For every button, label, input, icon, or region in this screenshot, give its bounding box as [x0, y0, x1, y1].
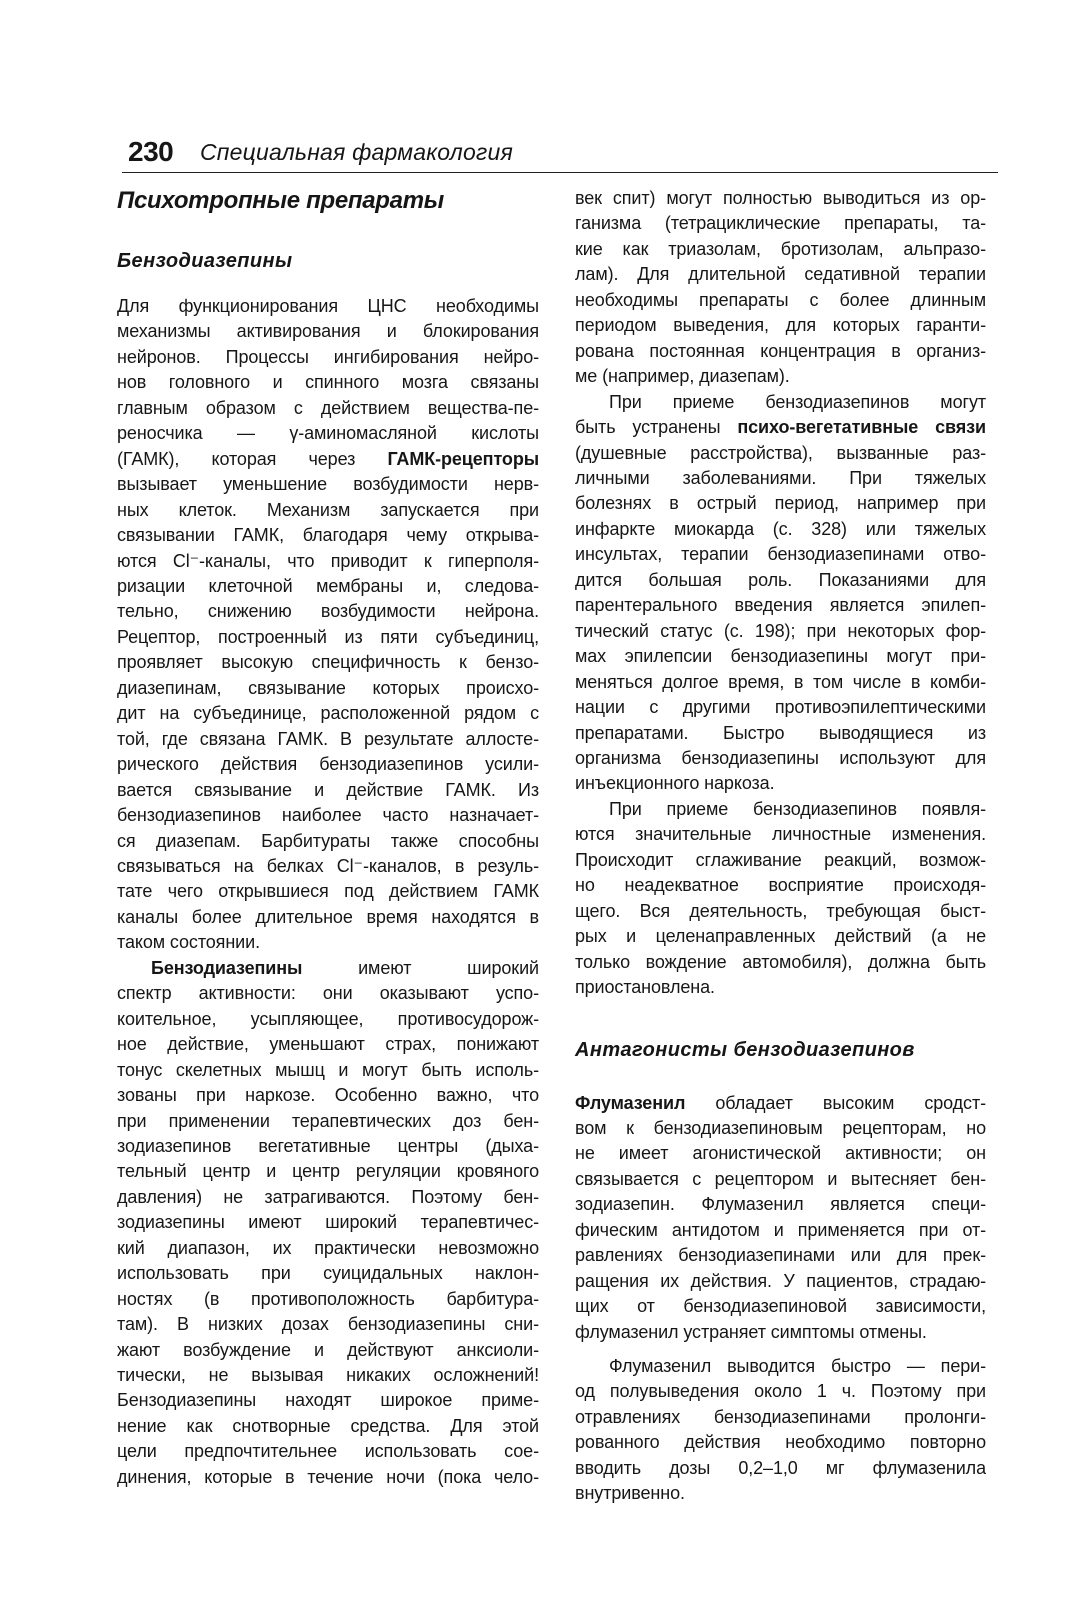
text-line [575, 950, 986, 975]
text-run: обладает высоким сродст- [685, 1092, 986, 1113]
text-line [117, 396, 539, 421]
paragraph [575, 1091, 986, 1346]
text-run: приостановлена. [575, 977, 715, 998]
text-run: Бензодиазепины находят широкое приме- [117, 1390, 539, 1411]
text-line [117, 1134, 539, 1159]
text-line [117, 472, 539, 497]
text-line [575, 186, 986, 211]
text-run: инсультах, терапии бензодиазепинами отво- [575, 544, 986, 565]
text-line [575, 542, 986, 567]
text-run: тельно, снижению возбудимости нейрона. [117, 601, 539, 622]
running-header [122, 136, 998, 173]
text-line [575, 771, 986, 796]
subsection-title-benzodiazepines: Бензодиазепины [117, 250, 293, 272]
text-run: ся диазепам. Барбитураты также способны [117, 830, 539, 851]
text-run: од полувыведения около 1 ч. Поэтому при [575, 1381, 986, 1402]
text-line [575, 721, 986, 746]
text-line [117, 905, 539, 930]
text-run: зодиазепин. Флумазенил является специ- [575, 1194, 986, 1215]
text-run: только вождение автомобиля), должна быть [575, 951, 986, 972]
text-run: той, где связана ГАМК. В результате аллосте- [117, 728, 539, 749]
text-line [575, 797, 986, 822]
text-line [575, 1269, 986, 1294]
text-line [575, 1379, 986, 1404]
text-run: рых и целенаправленных действий (а не [575, 926, 986, 947]
text-line [117, 803, 539, 828]
text-run: ются значительные личностные изменения. [575, 824, 986, 845]
right-body-top [575, 186, 986, 1001]
text-line [117, 1414, 539, 1439]
text-run: ме (например, диазепам). [575, 366, 790, 387]
bold-term: Бензодиазепины [151, 957, 303, 978]
text-run: тате чего открывшиеся под действием ГАМК [117, 881, 539, 902]
text-run: необходимы препараты с более длинным [575, 289, 986, 310]
text-line [117, 701, 539, 726]
text-run: препаратами. Быстро выводящиеся из [575, 722, 986, 743]
text-run: нение как снотворные средства. Для этой [117, 1415, 539, 1436]
text-run: механизмы активирования и блокирования [117, 321, 539, 342]
text-line [117, 1210, 539, 1235]
text-run: меняться долгое время, в том числе в комби- [575, 671, 986, 692]
text-run: главным образом с действием вещества-пе- [117, 397, 539, 418]
text-run: ностях (в противоположность барбитура- [117, 1288, 539, 1309]
text-line [575, 1141, 986, 1166]
text-line [117, 1465, 539, 1490]
text-line [575, 1294, 986, 1319]
text-line [575, 491, 986, 516]
text-run: периодом выведения, для которых гаранти- [575, 315, 986, 336]
text-run: нации с другими противоэпилептическими [575, 697, 986, 718]
text-run: цели предпочтительнее использовать сое- [117, 1441, 539, 1462]
text-line [575, 364, 986, 389]
text-line [117, 1338, 539, 1363]
text-run: имеют широкий [302, 957, 539, 978]
text-line [117, 1236, 539, 1261]
text-line [575, 313, 986, 338]
text-line [117, 549, 539, 574]
text-run: внутривенно. [575, 1483, 685, 1504]
text-line [575, 670, 986, 695]
text-line [117, 1287, 539, 1312]
right-body-bottom [575, 1091, 986, 1507]
text-run: нейронов. Процессы ингибирования нейро- [117, 346, 539, 367]
paragraph [575, 797, 986, 1001]
text-run: равлениях бензодиазепинами или для прек- [575, 1245, 986, 1266]
text-line [117, 1159, 539, 1184]
text-run: зодиазепинов вегетативные центры (дыха- [117, 1135, 539, 1156]
text-line [117, 676, 539, 701]
text-run: вводить дозы 0,2–1,0 мг флумазенила [575, 1457, 986, 1478]
text-line [575, 339, 986, 364]
text-line [575, 1456, 986, 1481]
text-run: (ГАМК), которая через [117, 448, 388, 469]
left-body [117, 294, 539, 1490]
text-run: рована постоянная концентрация в организ- [575, 340, 986, 361]
text-line [575, 924, 986, 949]
text-run: ращения их действия. У пациентов, страдаю- [575, 1270, 986, 1291]
text-run: парентерального введения является эпилеп- [575, 595, 986, 616]
text-run: болезнях в острый период, например при [575, 493, 986, 514]
left-column [117, 186, 539, 1490]
text-run: ются Cl⁻-каналы, что приводит к гиперполя- [117, 550, 539, 571]
text-line [575, 822, 986, 847]
text-line [575, 568, 986, 593]
text-line [117, 294, 539, 319]
text-line [117, 1007, 539, 1032]
text-line [575, 1116, 986, 1141]
text-run: бензодиазепинов наиболее часто назначает- [117, 805, 539, 826]
text-line [575, 441, 986, 466]
text-run: реносчика — γ-аминомасляной кислоты [117, 423, 539, 444]
text-run: быть устранены [575, 417, 738, 438]
text-line [117, 778, 539, 803]
text-run: фическим антидотом и применяется при от- [575, 1219, 986, 1240]
text-run: ганизма (тетрациклические препараты, та- [575, 213, 986, 234]
text-line [575, 1430, 986, 1455]
text-run: Происходит сглаживание реакций, возмож- [575, 849, 986, 870]
text-run: при применении терапевтических доз бен- [117, 1110, 539, 1131]
text-run: дится большая роль. Показаниями для [575, 569, 986, 590]
text-line [117, 879, 539, 904]
text-run: тельный центр и центр регуляции кровяного [117, 1161, 539, 1182]
text-run: век спит) могут полностью выводиться из ор- [575, 188, 986, 208]
text-line [117, 829, 539, 854]
text-run: нов головного и спинного мозга связаны [117, 372, 539, 393]
text-line [117, 345, 539, 370]
text-line [575, 211, 986, 236]
text-line [575, 517, 986, 542]
text-line [117, 498, 539, 523]
text-line [117, 1058, 539, 1083]
text-run: ризации клеточной мембраны и, следова- [117, 575, 539, 596]
text-line [575, 288, 986, 313]
text-run: использовать при суицидальных наклон- [117, 1263, 539, 1284]
text-line [575, 1167, 986, 1192]
text-run: диазепинам, связывание которых происхо- [117, 677, 539, 698]
right-column [575, 186, 986, 1507]
text-line [117, 523, 539, 548]
text-line [575, 1091, 986, 1116]
text-run: личными заболеваниями. При тяжелых [575, 467, 986, 488]
text-run: не имеет агонистической активности; он [575, 1143, 986, 1164]
text-run: лам). Для длительной седативной терапии [575, 264, 986, 285]
text-line [575, 1218, 986, 1243]
text-run: вом к бензодиазепиновым рецепторам, но [575, 1117, 986, 1138]
text-run: щего. Вся деятельность, требующая быст- [575, 900, 986, 921]
text-run: Флумазенил выводится быстро — пери- [609, 1356, 986, 1377]
paragraph [575, 1354, 986, 1507]
text-line [117, 1032, 539, 1057]
text-line [117, 370, 539, 395]
text-line [117, 1185, 539, 1210]
text-line [117, 727, 539, 752]
text-run: рического действия бензодиазепинов усили- [117, 754, 539, 775]
text-run: кие как триазолам, бротизолам, альпразо- [575, 238, 986, 259]
text-line [575, 1354, 986, 1379]
text-run: давления) не затрагиваются. Поэтому бен- [117, 1186, 539, 1207]
section-title: Психотропные препараты [117, 187, 444, 214]
text-line [575, 1481, 986, 1506]
text-line [575, 237, 986, 262]
text-run: зованы при наркозе. Особенно важно, что [117, 1085, 539, 1106]
paragraph [575, 390, 986, 797]
text-line [575, 593, 986, 618]
text-line [117, 599, 539, 624]
text-line [575, 873, 986, 898]
text-line [575, 899, 986, 924]
text-run: тонус скелетных мышц и могут быть исполь- [117, 1059, 539, 1080]
text-run: тический статус (с. 198); при некоторых фор- [575, 620, 986, 641]
text-line [117, 319, 539, 344]
paragraph [117, 956, 539, 1491]
text-line [117, 1388, 539, 1413]
text-run: флумазенил устраняет симптомы отмены. [575, 1321, 927, 1342]
text-line [117, 421, 539, 446]
text-line [117, 1363, 539, 1388]
text-line [117, 854, 539, 879]
text-run: (душевные расстройства), вызванные раз- [575, 442, 986, 463]
text-line [117, 625, 539, 650]
text-line [117, 956, 539, 981]
text-line [575, 848, 986, 873]
text-run: организма бензодиазепины используют для [575, 747, 986, 768]
text-line [117, 650, 539, 675]
text-run: ное действие, уменьшают страх, понижают [117, 1034, 539, 1055]
text-line [117, 930, 539, 955]
bold-term: Флумазенил [575, 1092, 686, 1113]
text-line [575, 415, 986, 440]
text-run: ных клеток. Механизм запускается при [117, 499, 539, 520]
text-line [117, 752, 539, 777]
text-run: каналы более длительное время находятся в [117, 906, 539, 927]
text-run: жают возбуждение и действуют анксиоли- [117, 1339, 539, 1360]
text-run: тически, не вызывая никаких осложнений! [117, 1365, 539, 1386]
text-run: таком состоянии. [117, 932, 260, 953]
text-line [575, 1243, 986, 1268]
text-run: Для функционирования ЦНС необходимы [117, 296, 539, 316]
text-run: инфаркте миокарда (с. 328) или тяжелых [575, 518, 986, 539]
subsection-title-antagonists: Антагонисты бензодиазепинов [575, 1038, 915, 1061]
text-line [117, 1312, 539, 1337]
text-run: вается связывание и действие ГАМК. Из [117, 779, 539, 800]
text-run: мах эпилепсии бензодиазепины могут при- [575, 646, 986, 667]
paragraph [117, 294, 539, 956]
text-line [575, 1405, 986, 1430]
text-line [575, 975, 986, 1000]
text-line [575, 466, 986, 491]
text-run: динения, которые в течение ночи (пока чело- [117, 1466, 539, 1487]
text-line [575, 390, 986, 415]
text-run: связывается с рецептором и вытесняет бен- [575, 1168, 986, 1189]
text-line [117, 574, 539, 599]
text-run: При приеме бензодиазепинов могут [609, 391, 986, 412]
text-run: дит на субъединице, расположенной рядом с [117, 703, 539, 724]
bold-term: ГАМК-рецепторы [387, 448, 539, 469]
text-line [575, 695, 986, 720]
text-run: там). В низких дозах бензодиазепины сни- [117, 1314, 539, 1335]
text-run: связываться на белках Cl⁻-каналов, в резуль- [117, 855, 539, 876]
text-line [575, 262, 986, 287]
text-line [575, 644, 986, 669]
text-run: инъекционного наркоза. [575, 773, 775, 794]
text-run: кий диапазон, их практически невозможно [117, 1237, 539, 1258]
text-line [117, 1261, 539, 1286]
text-run: коительное, усыпляющее, противосудорож- [117, 1008, 539, 1029]
text-line [575, 619, 986, 644]
text-run: вызывает уменьшение возбудимости нерв- [117, 474, 539, 495]
paragraph [575, 186, 986, 390]
text-run: щих от бензодиазепиновой зависимости, [575, 1296, 986, 1317]
text-run: зодиазепины имеют широкий терапевтичес- [117, 1212, 539, 1233]
text-run: спектр активности: они оказывают успо- [117, 983, 539, 1004]
text-line [117, 1439, 539, 1464]
text-run: рованного действия необходимо повторно [575, 1432, 986, 1453]
text-line [117, 981, 539, 1006]
text-line [117, 1109, 539, 1134]
text-run: При приеме бензодиазепинов появля- [609, 798, 986, 819]
text-line [575, 1192, 986, 1217]
text-line [575, 746, 986, 771]
text-run: Рецептор, построенный из пяти субъединиц, [117, 626, 539, 647]
bold-term: психо-вегетативные связи [737, 417, 986, 438]
text-line [117, 447, 539, 472]
text-line [575, 1320, 986, 1345]
text-line [117, 1083, 539, 1108]
text-run: отравлениях бензодиазепинами пролонги- [575, 1406, 986, 1427]
text-run: проявляет высокую специфичность к бензо- [117, 652, 539, 673]
page-number: 230 [128, 136, 174, 167]
running-title: Специальная фармакология [200, 139, 513, 165]
text-run: связывании ГАМК, благодаря чему открыва- [117, 525, 539, 546]
text-run: но неадекватное восприятие происходя- [575, 875, 986, 896]
